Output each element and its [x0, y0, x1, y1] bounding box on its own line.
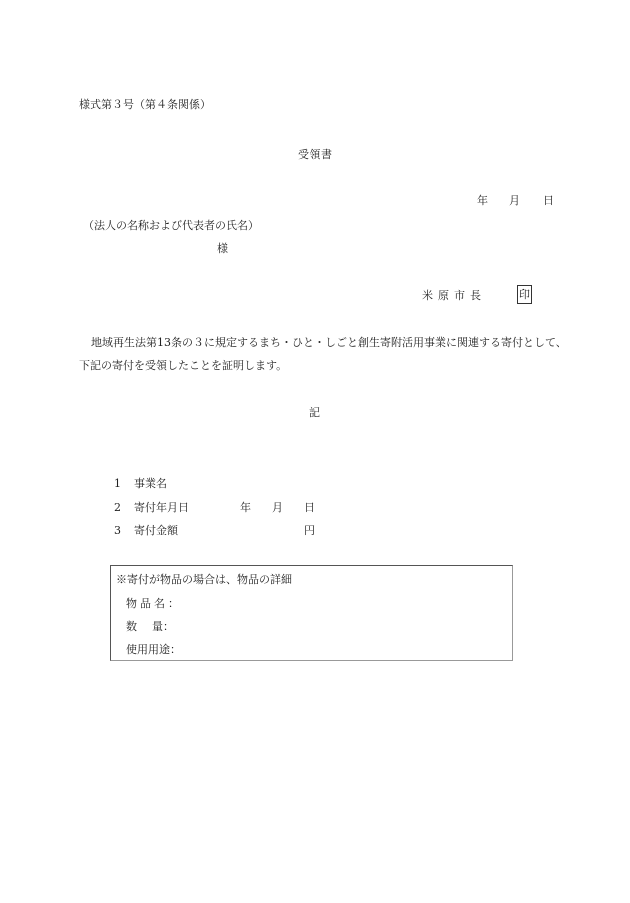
usage-label: 使用用途: [126, 643, 170, 656]
date-day-label: 日: [543, 194, 554, 207]
item-label: 事業名: [134, 477, 167, 490]
colon: ：: [168, 597, 182, 610]
item-donation-amount: [114, 524, 178, 538]
item-project-name: [114, 477, 167, 491]
donation-day-label: 日: [304, 501, 315, 514]
issue-date: [477, 194, 554, 208]
quantity-label-a: 数: [126, 620, 152, 633]
colon: ：: [170, 643, 181, 656]
issuer-line: [422, 289, 486, 303]
quantity-row: [126, 620, 174, 634]
document-title: 受領書: [298, 148, 333, 161]
goods-name-row: [126, 597, 182, 611]
goods-name-label: 物品名: [126, 597, 168, 610]
body-text-line-1: 地域再生法第13条の３に規定するまち・ひと・しごと創生寄附活用事業に関連する寄付として、: [91, 336, 567, 349]
form-number: 様式第３号（第４条関係）: [79, 98, 211, 111]
seal-stamp-box: 印: [517, 285, 532, 304]
donation-year-label: 年: [240, 501, 251, 514]
item-label: 寄付金額: [134, 524, 178, 537]
body-text-line-2: 下記の寄付を受領したことを証明します。: [79, 359, 288, 372]
item-number: 2: [114, 501, 121, 514]
donation-month-label: 月: [272, 501, 283, 514]
date-year-label: 年: [477, 194, 488, 207]
colon: ：: [163, 620, 174, 633]
issuer-name: 米原市長: [422, 289, 486, 302]
goods-detail-heading: ※寄付が物品の場合は、物品の詳細: [116, 573, 292, 586]
item-number: 1: [114, 477, 121, 490]
ki-heading: 記: [309, 406, 320, 419]
recipient-note: （法人の名称および代表者の氏名）: [83, 219, 259, 232]
date-month-label: 月: [509, 194, 520, 207]
honorific: 様: [217, 242, 228, 255]
yen-unit: 円: [304, 524, 315, 537]
donation-date-fields: [240, 501, 315, 515]
usage-row: [126, 643, 181, 657]
item-donation-date: [114, 501, 189, 515]
goods-detail-box: [110, 565, 513, 661]
item-label: 寄付年月日: [134, 501, 189, 514]
quantity-label-b: 量: [152, 620, 163, 633]
item-number: 3: [114, 524, 121, 537]
